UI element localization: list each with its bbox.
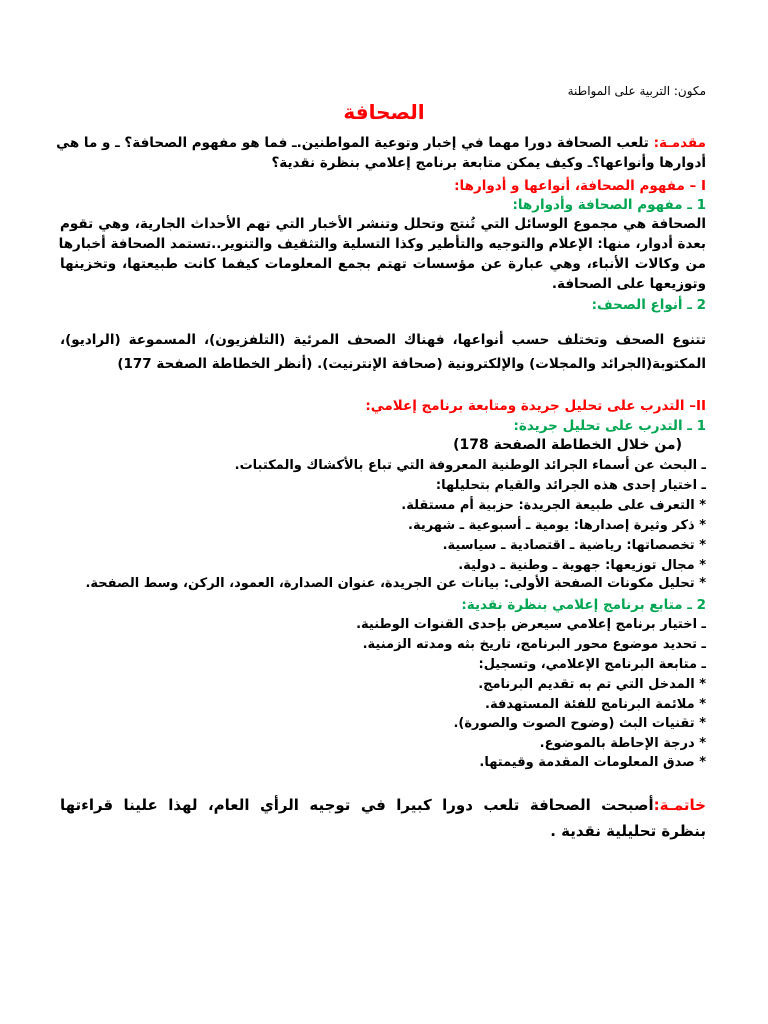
list-item: * تخصصاتها: رياضية ـ اقتصادية ـ سياسية. (442, 538, 706, 553)
conclusion-text-1: أصبحت الصحافة تلعب دورا كبيرا في توجيه الرأي العام، لهذا علينا قراءتها (60, 796, 654, 814)
conclusion-line-1 (60, 796, 706, 814)
conclusion-label: خاتمـة: (653, 796, 706, 814)
intro-label: مقدمـة: (653, 135, 706, 151)
component-label: مكون: التربية على المواطنة (567, 84, 706, 98)
list-item: * تقنيات البث (وضوح الصوت والصورة). (453, 716, 706, 731)
intro-line-1 (56, 135, 706, 151)
list-item: ـ اختيار برنامج إعلامي سيعرض بإحدى القنوات الوطنية. (356, 617, 706, 632)
section-1-sub-2 (0, 297, 706, 313)
concept-para-line-3: من وكالات الأنباء، وهي عبارة عن مؤسسات تهتم بجمع المعلومات كيفما كانت طبيعتها، وتخزينها (60, 256, 706, 272)
types-line-1: تتنوع الصحف وتختلف حسب أنواعها، فهناك الصحف المرئية (التلفزيون)، المسموعة (الراديو)، (60, 332, 706, 348)
list-item: * مجال توزيعها: جهوية ـ وطنية ـ دولية. (458, 558, 706, 573)
list-item: * ذكر وثيرة إصدارها: يومية ـ أسبوعية ـ شهرية. (408, 518, 706, 533)
page-title: الصحافة (343, 100, 425, 124)
conclusion-line-2: بنظرة تحليلية نقدية . (550, 822, 706, 840)
list-item: * ملائمة البرنامج للفئة المستهدفة. (485, 697, 706, 712)
list-item: * درجة الإحاطة بالموضوع. (539, 736, 706, 751)
list-item: * التعرف على طبيعة الجريدة: حزبية أم مستقلة. (401, 498, 706, 513)
concept-para-line-1: الصحافة هي مجموع الوسائل التي تُنتج وتحلل وتنشر الأخبار التي تهم الأحداث الجارية، وهي تقوم (60, 216, 706, 232)
concept-para-line-4: وتوزيعها على الصحافة. (551, 276, 706, 292)
list-item: ـ تحديد موضوع محور البرنامج، تاريخ بثه ومدته الزمنية. (362, 637, 706, 652)
concept-para-line-2: بعدة أدوار، منها: الإعلام والتوجيه والتأطير وكذا التسلية والتثقيف والتنوير..تستمد الصحافة أخبارها (58, 236, 706, 252)
list-item: * تحليل مكونات الصفحة الأولى: بيانات عن الجريدة، عنوان الصدارة، العمود، الركن، وسط الصفحة. (85, 576, 706, 591)
types-line-2: المكتوبة(الجرائد والمجلات) والإلكترونية (صحافة الإنترنيت). (أنظر الخطاطة الصفحة 177) (117, 356, 706, 372)
section-2-sub-2: 2 ـ متابع برنامج إعلامي بنظرة نقدية: (461, 597, 706, 613)
intro-text-1: تلعب الصحافة دورا مهما في إخبار وتوعية المواطنين.ـ فما هو مفهوم الصحافة؟ ـ و ما هي (56, 135, 649, 151)
list-item: ـ متابعة البرنامج الإعلامي، وتسجيل: (478, 657, 706, 672)
section-2-heading: II– التدرب على تحليل جريدة ومتابعة برنامج إعلامي: (365, 398, 706, 414)
list-item: * صدق المعلومات المقدمة وقيمتها. (479, 755, 706, 770)
list-item: ـ اختيار إحدى هذه الجرائد والقيام بتحليلها: (435, 478, 706, 493)
list-item: * المدخل التي تم به تقديم البرنامج. (478, 677, 706, 692)
section-1-sub-1: 1 ـ مفهوم الصحافة وأدوارها: (512, 197, 706, 213)
sub-1-reference: (من خلال الخطاطة الصفحة 178) (453, 437, 682, 453)
section-2-sub-1: 1 ـ التدرب على تحليل جريدة: (513, 418, 706, 434)
list-item: ـ البحث عن أسماء الجرائد الوطنية المعروفة التي تباع بالأكشاك والمكتبات. (234, 458, 706, 473)
sub-2-title: أنواع الصحف: (591, 297, 683, 313)
section-1-heading: I – مفهوم الصحافة، أنواعها و أدوارها: (454, 178, 706, 194)
intro-line-2: أدوارها وأنواعها؟ـ وكيف يمكن متابعة برنامج إعلامي بنظرة نقدية؟ (271, 155, 706, 171)
sub-2-number: 2 ـ (687, 297, 706, 313)
